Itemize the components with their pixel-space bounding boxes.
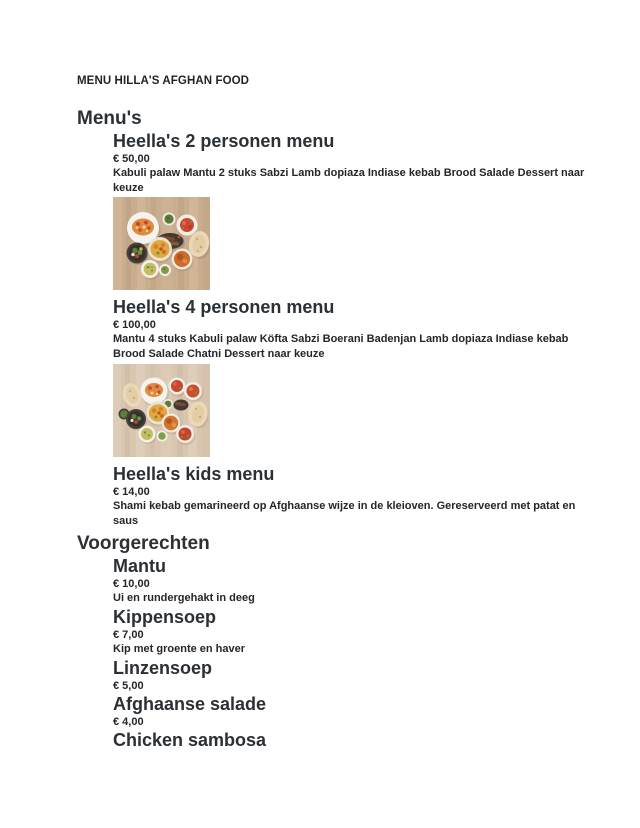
- food-photo-2: [113, 364, 210, 457]
- item-price: € 50,00: [113, 153, 150, 165]
- section-heading-voorgerechten: Voorgerechten: [77, 533, 210, 554]
- menu-item-4-personen: [113, 296, 590, 457]
- menu-item-2-personen: [113, 130, 590, 290]
- item-price: € 100,00: [113, 319, 156, 331]
- menu-item-chicken-sambosa: [113, 729, 590, 751]
- item-price: € 7,00: [113, 629, 144, 641]
- item-name: Mantu: [113, 556, 166, 576]
- menu-item-afghaanse-salade: [113, 693, 590, 729]
- menu-item-kippensoep: [113, 606, 590, 657]
- section-heading-menus: Menu's: [77, 108, 142, 129]
- item-description: Mantu 4 stuks Kabuli palaw Köfta Sabzi Boerani Badenjan Lamb dopiaza Indiase kebab Brood Salade Chatni Dessert naar keuze: [113, 333, 569, 360]
- item-name: Kippensoep: [113, 607, 217, 627]
- item-name: Heella's kids menu: [113, 464, 275, 484]
- item-price: € 4,00: [113, 716, 144, 728]
- section-voorgerechten: [77, 532, 590, 751]
- menu-item-linzensoep: [113, 657, 590, 693]
- item-name: Linzensoep: [113, 658, 213, 678]
- item-price: € 5,00: [113, 680, 144, 692]
- item-name: Chicken sambosa: [113, 730, 267, 750]
- section-menus: [77, 107, 590, 529]
- item-description: Ui en rundergehakt in deeg: [113, 592, 255, 604]
- item-name: Heella's 4 personen menu: [113, 297, 335, 317]
- document-title: MENU HILLA'S AFGHAN FOOD: [77, 75, 250, 87]
- item-name: Heella's 2 personen menu: [113, 131, 335, 151]
- item-price: € 14,00: [113, 486, 150, 498]
- menu-item-mantu: [113, 555, 590, 606]
- item-description: Kip met groente en haver: [113, 643, 246, 655]
- food-photo-1: [113, 197, 210, 290]
- item-description: Shami kebab gemarineerd op Afghaanse wijze in de kleioven. Gereserveerd met patat en saus: [113, 500, 576, 527]
- menu-item-kids: [113, 463, 590, 529]
- item-description: Kabuli palaw Mantu 2 stuks Sabzi Lamb dopiaza Indiase kebab Brood Salade Dessert naar keuze: [113, 167, 585, 194]
- item-price: € 10,00: [113, 578, 150, 590]
- item-name: Afghaanse salade: [113, 694, 267, 714]
